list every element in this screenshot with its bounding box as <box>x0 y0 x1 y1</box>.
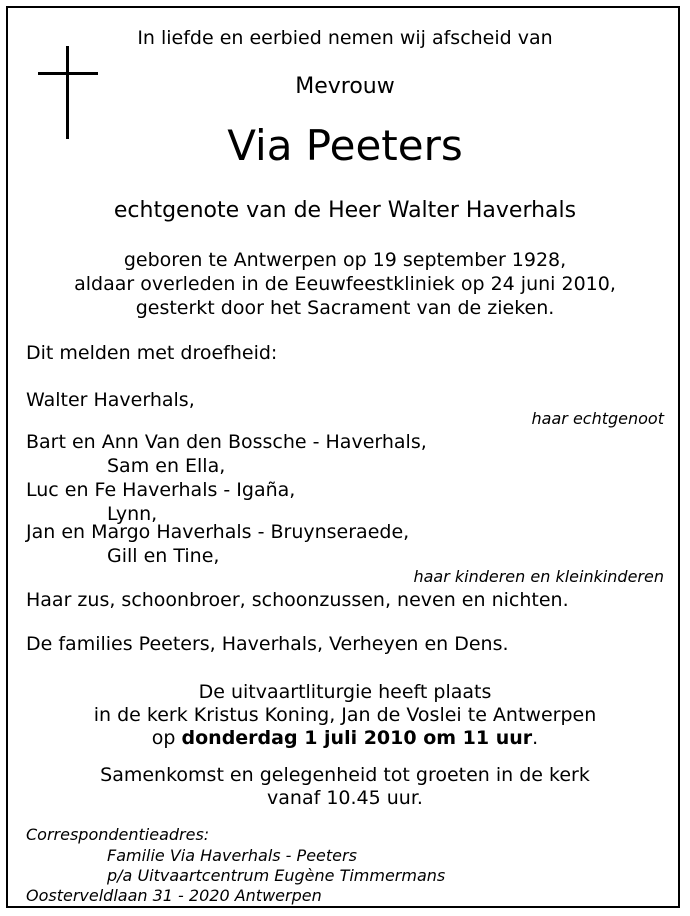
child-2: Luc en Fe Haverhals - Igaña, <box>26 479 296 501</box>
announcers-heading: Dit melden met droefheid: <box>26 342 278 364</box>
correspondence-label: Correspondentieadres: <box>26 825 210 844</box>
funeral-line-1: De uitvaartliturgie heeft plaats <box>198 681 492 703</box>
correspondence-line-1: Familie Via Haverhals - Peeters <box>107 846 357 865</box>
siblings-line: Haar zus, schoonbroer, schoonzussen, neven en nichten. <box>26 589 569 611</box>
husband-name: Walter Haverhals, <box>26 389 195 411</box>
child-3: Jan en Margo Haverhals - Bruynseraede, <box>26 521 410 543</box>
funeral-datetime: donderdag 1 juli 2010 om 11 uur <box>181 727 533 749</box>
sacrament-line: gesterkt door het Sacrament van de zieken. <box>135 297 555 319</box>
correspondence-line-3: Oosterveldlaan 31 - 2020 Antwerpen <box>26 886 322 905</box>
honorific: Mevrouw <box>295 74 395 99</box>
families-line: De families Peeters, Haverhals, Verheyen en Dens. <box>26 633 509 655</box>
death-line: aldaar overleden in de Eeuwfeestkliniek op 24 juni 2010, <box>74 273 616 295</box>
intro-line: In liefde en eerbied nemen wij afscheid van <box>137 27 553 49</box>
birth-line: geboren te Antwerpen op 19 september 1928, <box>123 249 567 271</box>
husband-role: haar echtgenoot <box>531 409 664 428</box>
child-1: Bart en Ann Van den Bossche - Haverhals, <box>26 431 427 453</box>
funeral-prefix: op <box>151 727 176 749</box>
children-role: haar kinderen en kleinkinderen <box>413 567 664 586</box>
spouse-line: echtgenote van de Heer Walter Haverhals <box>113 198 577 223</box>
deceased-name: Via Peeters <box>227 121 463 170</box>
funeral-datetime-line <box>0 729 690 748</box>
funeral-line-2: in de kerk Kristus Koning, Jan de Voslei te Antwerpen <box>93 704 597 726</box>
funeral-suffix: . <box>532 727 539 749</box>
correspondence-line-2: p/a Uitvaartcentrum Eugène Timmermans <box>107 866 446 885</box>
grandchildren-2: Lynn, <box>107 503 158 525</box>
gathering-line-1: Samenkomst en gelegenheid tot groeten in de kerk <box>100 764 590 786</box>
cross-icon-bar <box>38 72 98 75</box>
gathering-line-2: vanaf 10.45 uur. <box>267 787 423 809</box>
grandchildren-1: Sam en Ella, <box>107 455 226 477</box>
grandchildren-3: Gill en Tine, <box>107 545 220 567</box>
